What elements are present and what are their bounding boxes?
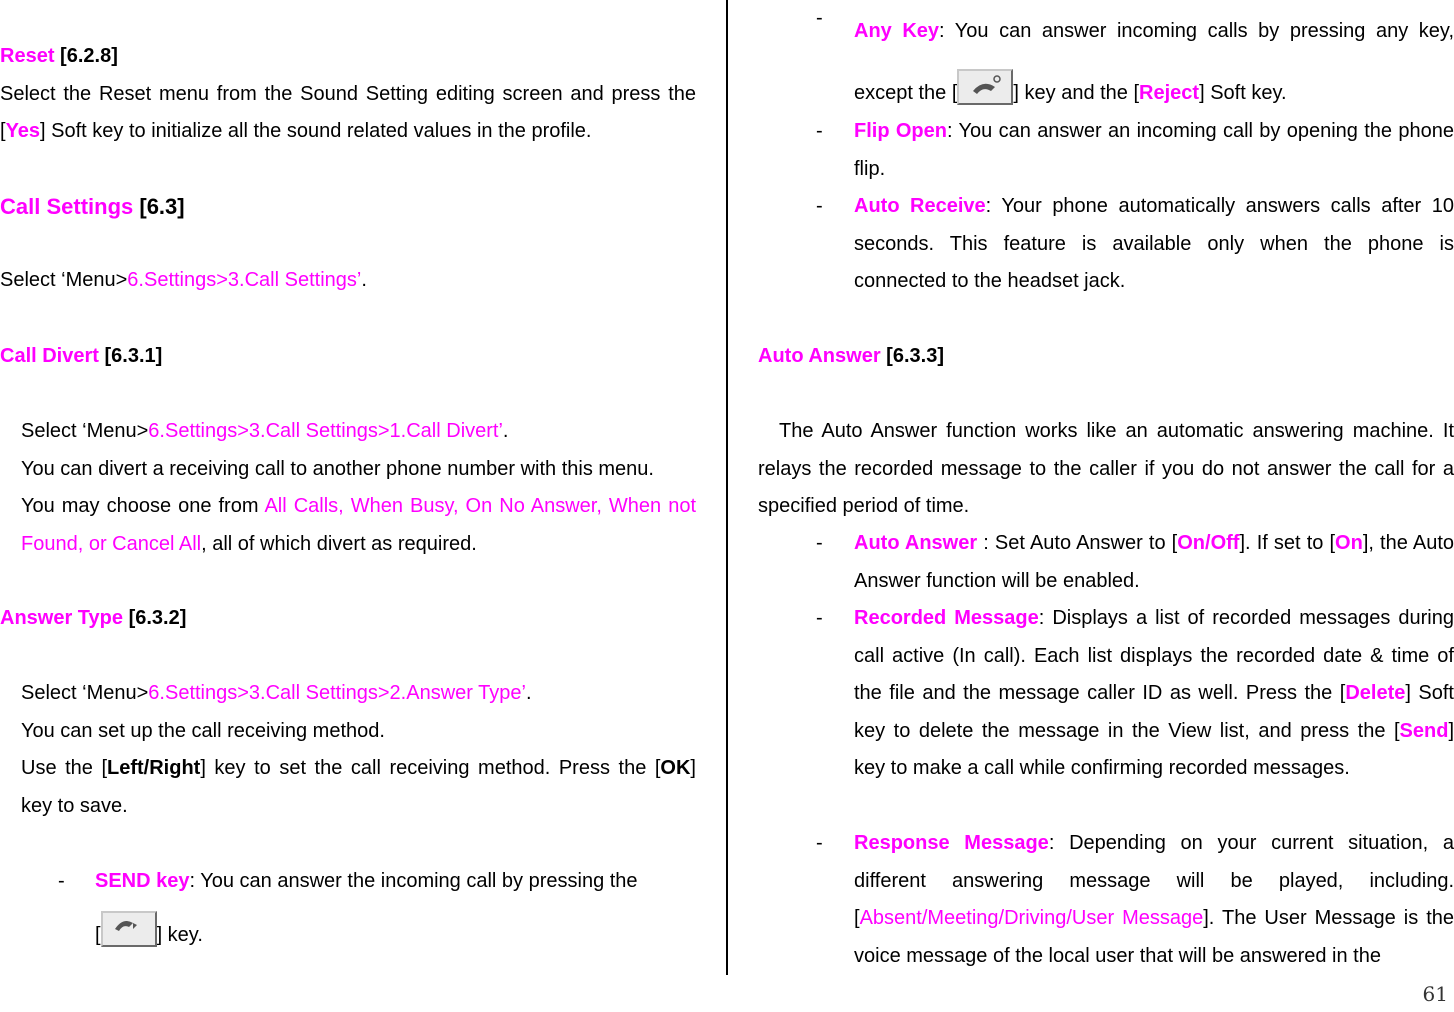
bullet-dash: -	[816, 607, 823, 629]
flip-open-bullet	[758, 113, 1454, 188]
select-suffix: .	[361, 269, 367, 291]
auto-answer-item-label: Auto Answer	[854, 532, 978, 554]
auto-answer-intro-text: The Auto Answer function works like an automatic answering machine. It relays the recorded message to the caller if you do not answer the call for a specified period of time.	[758, 420, 1454, 517]
call-settings-code: [6.3]	[139, 194, 185, 219]
response-text-2: ]. The User Message is the voice message of the local user that will be answered in the	[854, 907, 1454, 967]
response-text-1: : Depending on your current situation, a different answering message will be played, including. [	[854, 832, 1454, 929]
bullet-dash: -	[58, 870, 65, 892]
response-message-label: Response Message	[854, 832, 1049, 854]
divert-options: All Calls, When Busy, On No Answer, When not Found, or Cancel All	[21, 495, 697, 555]
answer-type-code: [6.3.2]	[128, 607, 187, 629]
call-divert-description: You can divert a receiving call to another phone number with this menu.	[21, 457, 654, 480]
reset-text-2: ] Soft key to initialize all the sound related values in the profile.	[40, 120, 592, 142]
answer-type-body	[0, 675, 696, 825]
call-settings-title: Call Settings	[0, 194, 134, 219]
any-key-text-2: ] key and the [	[1013, 82, 1140, 104]
ok-key: OK	[660, 757, 691, 779]
flip-open-text: : You can answer an incoming call by opening the phone flip.	[854, 120, 1454, 180]
call-divert-heading	[0, 338, 696, 376]
delete-key: Delete	[1345, 682, 1406, 704]
bullet-dash: -	[816, 832, 823, 854]
select-prefix: Select ‘Menu>	[21, 682, 149, 704]
use-middle: ] key to set the call receiving method. Press the [	[200, 757, 661, 779]
response-message-bullet	[758, 825, 1454, 975]
any-key-bullet	[758, 0, 1454, 124]
call-settings-heading	[0, 188, 696, 226]
recorded-message-bullet	[758, 600, 1454, 788]
call-divert-code: [6.3.1]	[104, 345, 163, 367]
any-key-label: Any Key	[854, 20, 940, 42]
use-suffix: ] key to save.	[21, 757, 696, 817]
auto-answer-heading	[758, 338, 1454, 376]
call-settings-select	[0, 262, 696, 300]
reset-code: [6.2.8]	[60, 45, 118, 67]
select-suffix: .	[525, 682, 532, 704]
on-option: On	[1335, 532, 1363, 554]
reset-yes-key: Yes	[5, 120, 41, 142]
use-prefix: Use the [	[21, 757, 108, 779]
send-key: Send	[1399, 719, 1449, 742]
reject-key: Reject	[1139, 82, 1200, 104]
send-key-icon	[101, 911, 157, 947]
bullet-dash: -	[816, 532, 823, 554]
auto-answer-intro	[758, 413, 1454, 526]
menu-path: 6.Settings>3.Call Settings>1.Call Divert’	[148, 420, 503, 442]
flip-open-label: Flip Open	[854, 120, 947, 142]
bullet-dash: -	[816, 120, 823, 142]
any-key-text: : You can answer incoming calls by pressing any key, except the [	[854, 20, 1454, 104]
send-key-bullet	[0, 863, 696, 954]
auto-receive-label: Auto Receive	[854, 195, 986, 217]
menu-path: 6.Settings>3.Call Settings’	[127, 269, 362, 291]
answer-type-title: Answer Type	[0, 607, 123, 629]
auto-answer-text-1: : Set Auto Answer to [	[977, 532, 1178, 554]
auto-receive-bullet	[758, 188, 1454, 301]
page-number: 61	[1422, 982, 1448, 1006]
choose-prefix: You may choose one from	[21, 495, 265, 517]
call-divert-body	[0, 413, 696, 563]
select-suffix: .	[502, 420, 509, 442]
auto-answer-text-2: ]. If set to [	[1239, 532, 1336, 554]
end-key-icon	[957, 69, 1013, 105]
auto-answer-text-3: ], the Auto Answer function will be enabled.	[854, 532, 1454, 592]
recorded-message-label: Recorded Message	[854, 607, 1039, 629]
bracket-close: ] key.	[156, 923, 203, 946]
auto-receive-text: : Your phone automatically answers calls after 10 seconds. This feature is available only when the phone is connected to the headset jack.	[854, 195, 1454, 292]
call-divert-title: Call Divert	[0, 345, 99, 367]
on-off-option: On/Off	[1177, 532, 1240, 554]
reset-section	[0, 38, 696, 151]
auto-answer-title: Auto Answer	[758, 345, 881, 367]
auto-answer-code: [6.3.3]	[886, 345, 944, 367]
answer-type-description: You can set up the call receiving method.	[21, 719, 385, 742]
left-right-key: Left/Right	[107, 757, 201, 779]
any-key-text-3: ] Soft key.	[1199, 82, 1287, 104]
reset-title: Reset	[0, 45, 55, 67]
bullet-dash: -	[816, 7, 823, 29]
send-key-label: SEND key	[95, 870, 190, 892]
auto-answer-bullet	[758, 525, 1454, 600]
bullet-dash: -	[816, 195, 823, 217]
answer-type-heading	[0, 600, 696, 638]
column-divider	[726, 0, 728, 975]
recorded-text-2: ] Soft key to delete the message in the View list, and press the [	[854, 682, 1454, 742]
send-key-text: : You can answer the incoming call by pressing the	[189, 870, 638, 892]
choose-suffix: , all of which divert as required.	[201, 532, 477, 555]
menu-path: 6.Settings>3.Call Settings>2.Answer Type’	[148, 682, 526, 704]
response-options: Absent/Meeting/Driving/User Message	[859, 907, 1204, 929]
select-prefix: Select ‘Menu>	[0, 269, 128, 291]
select-prefix: Select ‘Menu>	[21, 420, 149, 442]
recorded-text-3: ] key to make a call while confirming recorded messages.	[854, 719, 1454, 779]
bracket-open: [	[95, 923, 101, 946]
recorded-text-1: : Displays a list of recorded messages during call active (In call). Each list displays the recorded date & time of the file and the message caller ID as well. Press the [	[854, 607, 1454, 704]
reset-text-1: Select the Reset menu from the Sound Setting editing screen and press the [	[0, 82, 696, 142]
